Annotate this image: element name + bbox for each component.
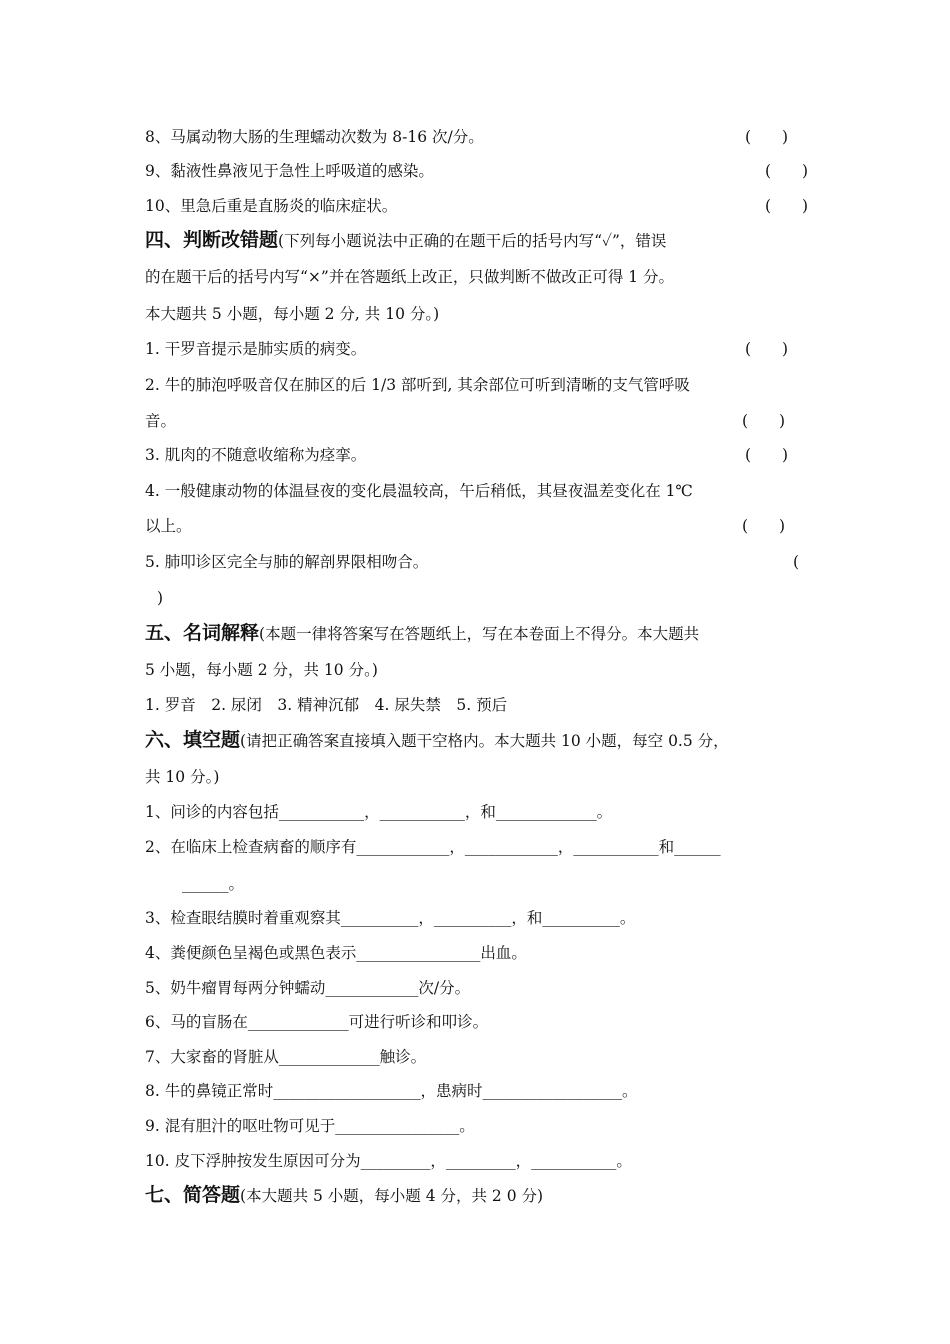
answer-paren: ( ) bbox=[765, 197, 809, 215]
answer-paren-open: ( bbox=[793, 553, 800, 571]
section5-title: 五、名词解释 bbox=[145, 622, 260, 644]
s4-question-2-cont: 音。 bbox=[145, 412, 177, 430]
s4-question-2: 2. 牛的肺泡呼吸音仅在肺区的后 1/3 部听到, 其余部位可听到清晰的支气管呼吸 bbox=[145, 376, 690, 394]
answer-paren: ( ) bbox=[742, 517, 786, 535]
s4-question-1: 1. 干罗音提示是肺实质的病变。 bbox=[145, 340, 367, 358]
fill-question-3: 3、检查眼结膜时着重观察其__________，__________，和__________。 bbox=[145, 909, 636, 927]
section7-title: 七、简答题 bbox=[145, 1184, 241, 1206]
section5-heading-line bbox=[145, 622, 835, 645]
fill-question-2: 2、在临床上检查病畜的顺序有____________，____________，___________和______ bbox=[145, 838, 721, 856]
answer-paren: ( ) bbox=[745, 446, 789, 464]
section6-note-line2: 共 10 分。) bbox=[145, 768, 220, 786]
fill-question-9: 9. 混有胆汁的呕吐物可见于________________。 bbox=[145, 1117, 475, 1135]
section6-heading-line bbox=[145, 729, 835, 752]
answer-paren: ( ) bbox=[745, 340, 789, 358]
s4-question-5: 5. 肺叩诊区完全与肺的解剖界限相吻合。 bbox=[145, 553, 429, 571]
section4-note-line2: 的在题干后的括号内写“×”并在答题纸上改正，只做判断不做改正可得 1 分。 bbox=[145, 268, 675, 286]
s4-question-4: 4. 一般健康动物的体温昼夜的变化晨温较高，午后稍低，其昼夜温差变化在 1℃ bbox=[145, 482, 693, 500]
section4-heading-line bbox=[145, 229, 835, 252]
section6-title: 六、填空题 bbox=[145, 729, 241, 751]
answer-paren: ( ) bbox=[765, 162, 809, 180]
fill-question-4: 4、粪便颜色呈褐色或黑色表示________________出血。 bbox=[145, 944, 527, 962]
s4-question-4-cont: 以上。 bbox=[145, 517, 192, 535]
section4-title: 四、判断改错题 bbox=[145, 229, 279, 251]
answer-paren-close: ) bbox=[157, 589, 164, 607]
fill-question-10: 10. 皮下浮肿按发生原因可分为_________，_________，___________。 bbox=[145, 1152, 632, 1170]
section7-heading-line bbox=[145, 1184, 835, 1207]
fill-question-6: 6、马的盲肠在_____________可进行听诊和叩诊。 bbox=[145, 1013, 489, 1031]
answer-paren: ( ) bbox=[745, 128, 789, 146]
section7-note: (本大题共 5 小题，每小题 4 分，共 2 0 分) bbox=[240, 1187, 544, 1205]
section4-note: (下列每小题说法中正确的在题干后的括号内写“✓”，错误 bbox=[278, 232, 667, 250]
fill-question-1: 1、问诊的内容包括___________，___________，和_____________。 bbox=[145, 803, 613, 821]
fill-question-2-cont: ______。 bbox=[182, 875, 245, 893]
section5-note: (本题一律将答案写在答题纸上，写在本卷面上不得分。本大题共 bbox=[259, 625, 700, 643]
section4-note-line3: 本大题共 5 小题，每小题 2 分, 共 10 分。) bbox=[145, 305, 440, 323]
tf-item-10: 10、里急后重是直肠炎的临床症状。 bbox=[145, 197, 398, 215]
answer-paren: ( ) bbox=[742, 412, 786, 430]
fill-question-5: 5、奶牛瘤胃每两分钟蠕动____________次/分。 bbox=[145, 979, 471, 997]
tf-item-8: 8、马属动物大肠的生理蠕动次数为 8-16 次/分。 bbox=[145, 128, 484, 146]
section5-note-line2: 5 小题，每小题 2 分，共 10 分。) bbox=[145, 661, 378, 679]
tf-item-9: 9、黏液性鼻液见于急性上呼吸道的感染。 bbox=[145, 162, 434, 180]
s4-question-3: 3. 肌肉的不随意收缩称为痉挛。 bbox=[145, 446, 367, 464]
section6-note: (请把正确答案直接填入题干空格内。本大题共 10 小题，每空 0.5 分， bbox=[240, 732, 729, 750]
fill-question-7: 7、大家畜的肾脏从_____________触诊。 bbox=[145, 1048, 427, 1066]
section5-terms: 1. 罗音 2. 尿闭 3. 精神沉郁 4. 尿失禁 5. 预后 bbox=[145, 696, 508, 714]
fill-question-8: 8. 牛的鼻镜正常时___________________，患病时__________________。 bbox=[145, 1082, 638, 1100]
